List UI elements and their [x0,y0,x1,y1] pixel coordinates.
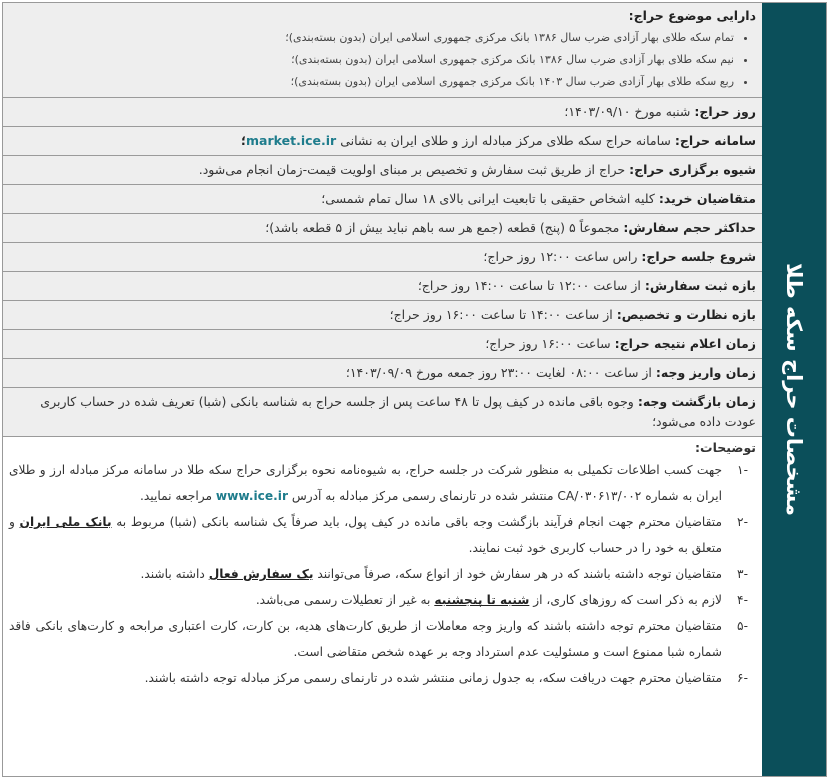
note-emphasis: بانک ملی ایران [19,515,112,529]
note-number: -۲ [737,515,748,529]
note-text-tail: مراجعه نمایید. [140,489,212,503]
spec-row-refund [3,388,762,437]
note-item [9,665,756,691]
note-item [9,587,756,613]
note-number: -۳ [737,567,748,581]
note-item [9,613,756,665]
row-value: ساعت ۱۶:۰۰ روز حراج؛ [485,336,611,351]
auction-spec-panel [2,2,827,777]
row-label: زمان بازگشت وجه: [637,394,756,409]
assets-label: دارایی موضوع حراج: [628,8,756,23]
asset-item: • ربع سکه طلای بهار آزادی ضرب سال ۱۴۰۳ بانک مرکزی جمهوری اسلامی ایران (بدون بسته‌بندی)؛ [9,71,734,93]
spec-row-day [3,98,762,127]
note-number: -۱ [737,463,748,477]
note-text: متقاضیان توجه داشته باشند که در هر سفارش خود از انواع سکه، صرفاً می‌توانند [317,567,722,581]
asset-item: • نیم سکه طلای بهار آزادی ضرب سال ۱۳۸۶ بانک مرکزی جمهوری اسلامی ایران (بدون بسته‌بندی)؛ [9,49,734,71]
row-label: زمان اعلام نتیجه حراج: [614,336,756,351]
note-text: متقاضیان محترم توجه داشته باشند که واریز وجه معاملات از طریق کارت‌های هدیه، بن کارت، کارت اعتباری مرابحه و کارت‌های بانکی فاقد شماره شبا ممنوع است و مسئولیت عدم استرداد وجه بر عهده شخص متقاضی است. [9,619,722,659]
row-label: حداکثر حجم سفارش: [623,220,756,235]
note-emphasis: شنبه تا پنجشنبه [434,593,530,607]
notes-section [3,437,762,691]
assets-row [3,3,762,98]
row-label: متقاضیان خرید: [658,191,756,206]
note-number: -۶ [737,671,748,685]
row-value: راس ساعت ۱۲:۰۰ روز حراج؛ [483,249,638,264]
note-item [9,509,756,561]
note-text: متقاضیان محترم جهت انجام فرآیند بازگشت وجه باقی مانده در کیف پول، باید صرفاً یک شناسه بانکی (شبا) مربوط به [116,515,722,529]
row-label: شروع جلسه حراج: [641,249,756,264]
side-banner [762,3,826,776]
spec-table [3,3,762,776]
note-item [9,457,756,509]
note-text: متقاضیان محترم جهت دریافت سکه، به جدول زمانی منتشر شده در تارنمای رسمی مرکز مبادله توجه داشته باشند. [144,671,722,685]
note-emphasis: یک سفارش فعال [208,567,314,581]
spec-row-allocation [3,301,762,330]
notes-list [9,457,756,691]
row-label: روز حراج: [694,104,756,119]
row-label: بازه ثبت سفارش: [644,278,756,293]
row-value: کلیه اشخاص حقیقی با تابعیت ایرانی بالای ۱۸ سال تمام شمسی؛ [321,191,655,206]
row-value: سامانه حراج سکه طلای مرکز مبادله ارز و طلای ایران به نشانی [340,133,671,148]
note-number: -۴ [737,593,748,607]
row-value: وجوه باقی مانده در کیف پول تا ۴۸ ساعت پس از جلسه حراج به شناسه بانکی (شبا) تعریف شده در حساب کاربری عودت داده می‌شود؛ [40,394,756,429]
spec-row-max-order [3,214,762,243]
row-value: از ساعت ۰۸:۰۰ لغایت ۲۳:۰۰ روز جمعه مورخ ۱۴۰۳/۰۹/۰۹؛ [345,365,652,380]
note-text-tail: داشته باشند. [140,567,205,581]
spec-row-method [3,156,762,185]
note-text-tail: و متعلق به خود را در حساب کاربری خود ثبت نمایند. [9,515,722,555]
ice-link[interactable]: www.ice.ir [215,489,288,503]
row-value: مجموعاً ۵ (پنج) قطعه (جمع هر سه باهم نباید بیش از ۵ قطعه باشد)؛ [265,220,620,235]
row-tail: ؛ [241,133,247,148]
side-title: مشخصات حراج سکه طلا [782,263,806,516]
row-value: شنبه مورخ ۱۴۰۳/۰۹/۱۰؛ [564,104,691,119]
spec-row-deposit [3,359,762,388]
row-label: سامانه حراج: [674,133,756,148]
notes-label: توضیحات: [695,440,756,455]
row-value: از ساعت ۱۴:۰۰ تا ساعت ۱۶:۰۰ روز حراج؛ [389,307,613,322]
row-label: زمان واریز وجه: [655,365,756,380]
note-text: لازم به ذکر است که روزهای کاری، از [533,593,722,607]
row-value: حراج از طریق ثبت سفارش و تخصیص بر مبنای اولویت قیمت-زمان انجام می‌شود. [198,162,626,177]
spec-row-system [3,127,762,156]
note-item [9,561,756,587]
spec-row-start [3,243,762,272]
spec-row-applicants [3,185,762,214]
assets-list [9,27,756,93]
spec-row-result [3,330,762,359]
note-text: جهت کسب اطلاعات تکمیلی به منظور شرکت در جلسه حراج، به شیوه‌نامه نحوه برگزاری حراج سکه طلا در سامانه مرکز مبادله ارز و طلای ایران به شماره CA/۰۳۰۶۱۳/۰۰۲ منتشر شده در تارنمای رسمی مرکز مبادله به آدرس [9,463,722,503]
row-value: از ساعت ۱۲:۰۰ تا ساعت ۱۴:۰۰ روز حراج؛ [417,278,641,293]
asset-item: • تمام سکه طلای بهار آزادی ضرب سال ۱۳۸۶ بانک مرکزی جمهوری اسلامی ایران (بدون بسته‌بندی)؛ [9,27,734,49]
spec-row-order-window [3,272,762,301]
note-number: -۵ [737,619,748,633]
row-label: شیوه برگزاری حراج: [629,162,756,177]
market-link[interactable]: market.ice.ir [246,133,337,148]
note-text-tail: به غیر از تعطیلات رسمی می‌باشد. [255,593,431,607]
row-label: بازه نظارت و تخصیص: [616,307,756,322]
